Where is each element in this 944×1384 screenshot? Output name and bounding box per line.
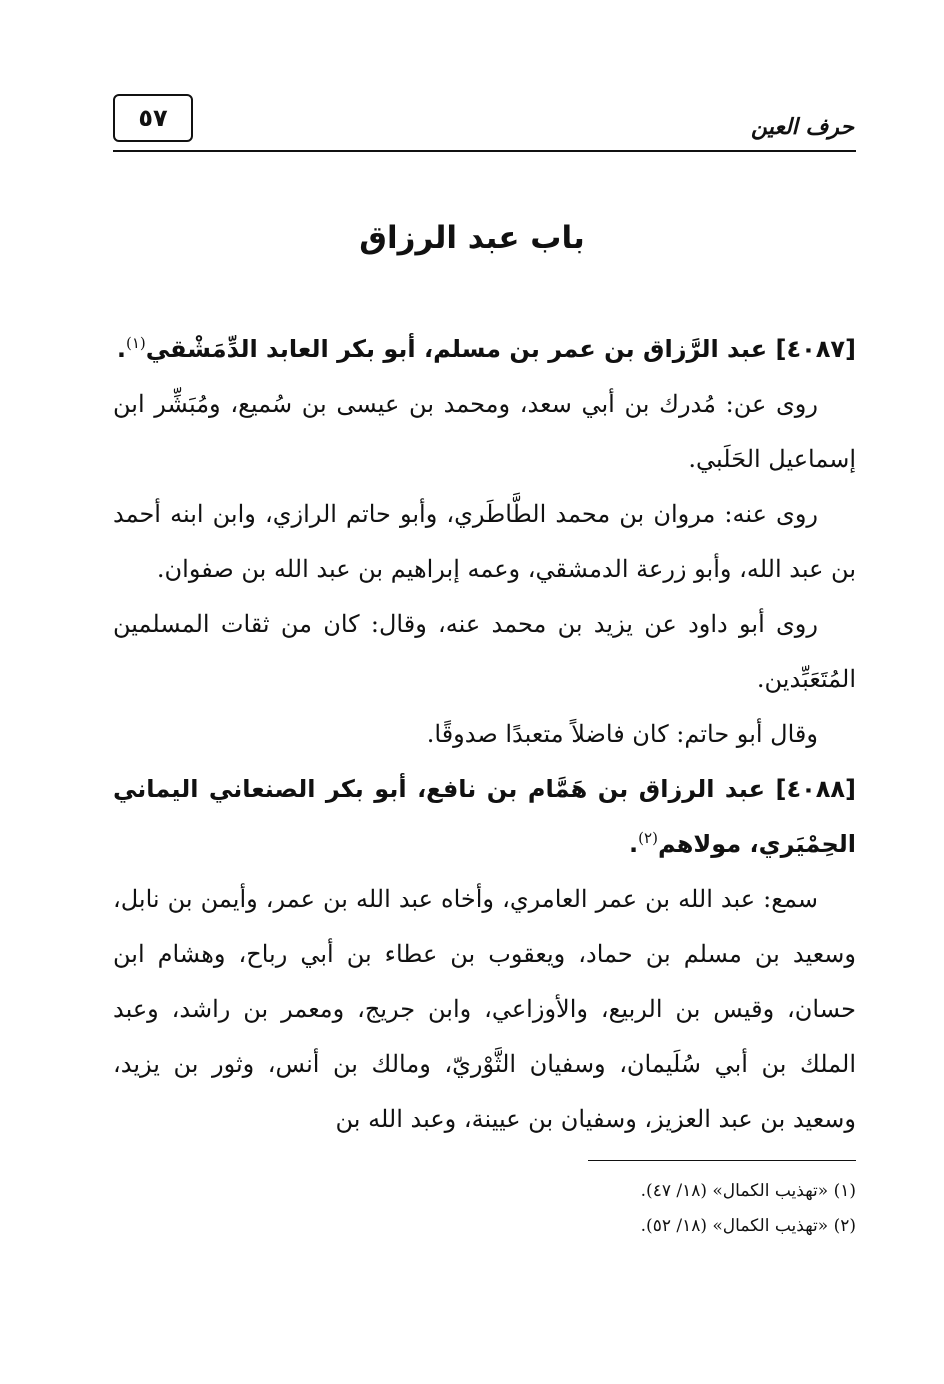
paragraph: روى أبو داود عن يزيد بن محمد عنه، وقال: كان من ثقات المسلمين المُتَعَبِّدين. (113, 610, 856, 693)
entry-heading-end: . (116, 335, 126, 363)
entry-heading-text: [٤٠٨٨] عبد الرزاق بن هَمَّام بن نافع، أبو بكر الصنعاني اليماني الحِمْيَري، مولاهم (113, 775, 856, 858)
footnote-ref-2: (٢) (638, 829, 658, 847)
header-divider (113, 150, 856, 152)
entry-heading-4088 (113, 762, 856, 872)
page-number-text: ٥٧ (138, 104, 168, 132)
footnote-divider (588, 1160, 856, 1161)
paragraph: سمع: عبد الله بن عمر العامري، وأخاه عبد الله بن عمر، وأيمن بن نابل، وسعيد بن مسلم بن حماد، ويعقوب بن عطاء بن أبي رباح، وهشام ابن حسان، وقيس بن الربيع، والأوزاعي، وابن جريج، ومعمر بن راشد، وعبد الملك بن أبي سُلَيمان، وسفيان الثَّوْريّ، ومالك بن أنس، وثور بن يزيد، وسعيد بن عبد العزيز، وسفيان بن عيينة، وعبد الله بن (113, 885, 856, 1133)
entry-heading-text: [٤٠٨٧] عبد الرَّزاق بن عمر بن مسلم، أبو بكر العابد الدِّمَشْقي (145, 335, 856, 363)
footnote-2: (٢) «تهذيب الكمال» (١٨/ ٥٢). (640, 1216, 856, 1236)
footnote-1: (١) «تهذيب الكمال» (١٨/ ٤٧). (640, 1181, 856, 1201)
footnotes (113, 1174, 856, 1244)
paragraph: وقال أبو حاتم: كان فاضلاً متعبدًا صدوقًا. (426, 720, 818, 748)
chapter-title: باب عبد الرزاق (359, 220, 585, 256)
paragraph: روى عن: مُدرك بن أبي سعد، ومحمد بن عيسى بن سُميع، ومُبَشِّر ابن إسماعيل الحَلَبي. (113, 390, 856, 473)
entry-heading-end: . (629, 830, 639, 858)
main-text (113, 322, 856, 1147)
running-head: حرف العين (750, 114, 854, 140)
footnote-ref-1: (١) (125, 334, 146, 352)
entry-heading-4087 (113, 322, 856, 377)
page-number (113, 94, 193, 142)
paragraph: روى عنه: مروان بن محمد الطَّاطَري، وأبو حاتم الرازي، وابن ابنه أحمد بن عبد الله، وأبو زرعة الدمشقي، وعمه إبراهيم بن عبد الله بن صفوان. (113, 500, 856, 583)
